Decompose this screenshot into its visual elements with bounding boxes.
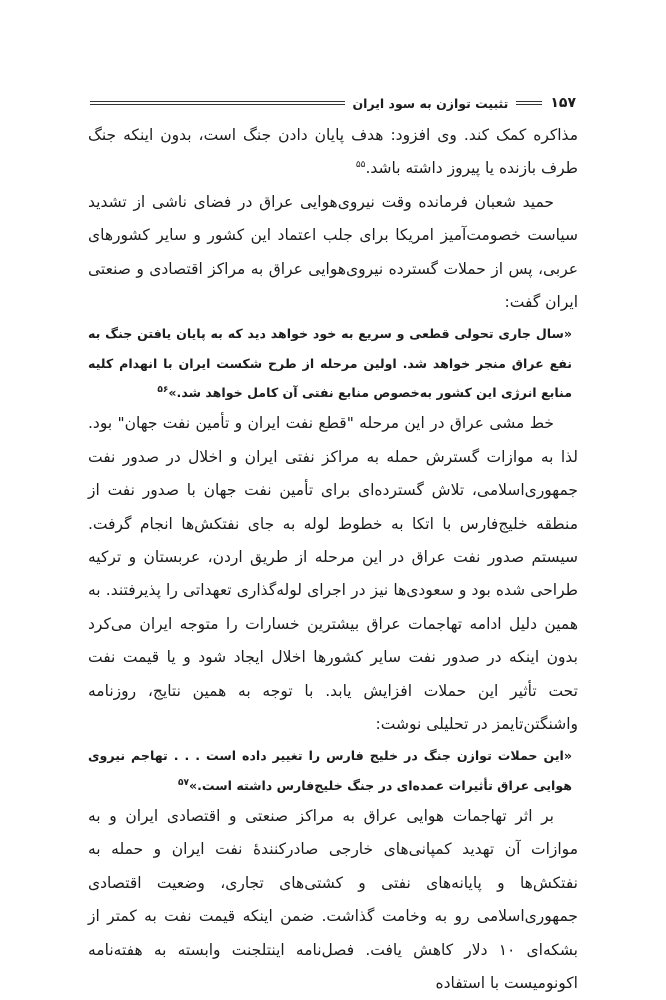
- block-quote: [88, 319, 578, 407]
- quote-text: «سال جاری تحولی قطعی و سریع به خود خواهد دید که به پایان یافتن جنگ به نفع عراق منجر خواهد شد. اولین مرحله از طرح شکست ایران با انهدام کلیه منابع انرژی این کشور به‌خصوص منابع نفتی آن کامل خواهد شد.»: [88, 326, 572, 401]
- paragraph: [88, 800, 578, 1000]
- footnote-ref[interactable]: ۵۷: [177, 777, 189, 788]
- paragraph: [88, 119, 578, 186]
- paragraph-text: حمید شعبان فرمانده وقت نیروی‌هوایی عراق در فضای ناشی از تشدید سیاست خصومت‌آمیز امریکا برای جلب اعتماد این کشور و سایر کشورهای عربی، پس از حملات گسترده نیروی‌هوایی عراق به مراکز اقتصادی و صنعتی ایران گفت:: [88, 192, 578, 312]
- footnote-ref[interactable]: ۵۶: [157, 384, 169, 395]
- block-quote: [88, 741, 578, 800]
- running-header: [90, 92, 576, 114]
- footnote-ref[interactable]: ۵۵: [355, 160, 366, 171]
- quote-text: «این حملات توازن جنگ در خلیج فارس را تغییر داده است . . . تهاجم نیروی هوایی عراق تأثیرات عمده‌ای در جنگ خلیج‌فارس داشته است.»: [88, 748, 572, 793]
- paragraph-text: بر اثر تهاجمات هوایی عراق به مراکز صنعتی و اقتصادی ایران و به موازات آن تهدید کمپانی‌های خارجی صادرکنندهٔ نفت ایران و حمله به نفتکش‌ها و پایانه‌های نفتی و کشتی‌های تجاری، وضعیت اقتصادی جمهوری‌اسلامی رو به وخامت گذاشت. ضمن اینکه قیمت نفت به کمتر از بشکه‌ای ۱۰ دلار کاهش یافت. فصل‌نامه اینتلجنت وابسته به هفته‌نامه اکونومیست با استفاده: [88, 806, 578, 993]
- page-body: [88, 119, 578, 1000]
- paragraph-text: مذاکره کمک کند. وی افزود: هدف پایان دادن جنگ است، بدون اینکه جنگ طرف بازنده یا پیروز داشته باشد.: [88, 126, 578, 178]
- paragraph: [88, 186, 578, 320]
- paragraph-text: خط مشی عراق در این مرحله "قطع نفت ایران و تأمین نفت جهان" بود. لذا به موازات گسترش حمله به مراکز نفتی ایران و اخلال در صدور نفت جمهوری‌اسلامی، تلاش گسترده‌ای برای تأمین نفت جهان با صدور نفت از منطقه خلیج‌فارس با اتکا به خطوط لوله به جای نفتکش‌ها انجام گرفت. سیستم صدور نفت عراق در این مرحله از طریق اردن، عربستان و ترکیه طراحی شده بود و سعودی‌ها نیز در اجرای لوله‌گذاری تعهداتی را پذیرفتند. به همین دلیل ادامه تهاجمات عراق بیشترین خسارات را متوجه ایران می‌کرد بدون اینکه در صدور نفت سایر کشورها اخلال ایجاد شود و یا قیمت نفت تحت تأثیر این حملات افزایش یابد. با توجه به همین نتایج، روزنامه واشنگتن‌تایمز در تحلیلی نوشت:: [88, 414, 578, 733]
- page-number: ۱۵۷: [550, 95, 576, 111]
- paragraph: [88, 407, 578, 741]
- running-title: تثبیت توازن به سود ایران: [352, 95, 509, 111]
- header-rule-long: [90, 101, 345, 105]
- header-rule-short: [516, 101, 542, 105]
